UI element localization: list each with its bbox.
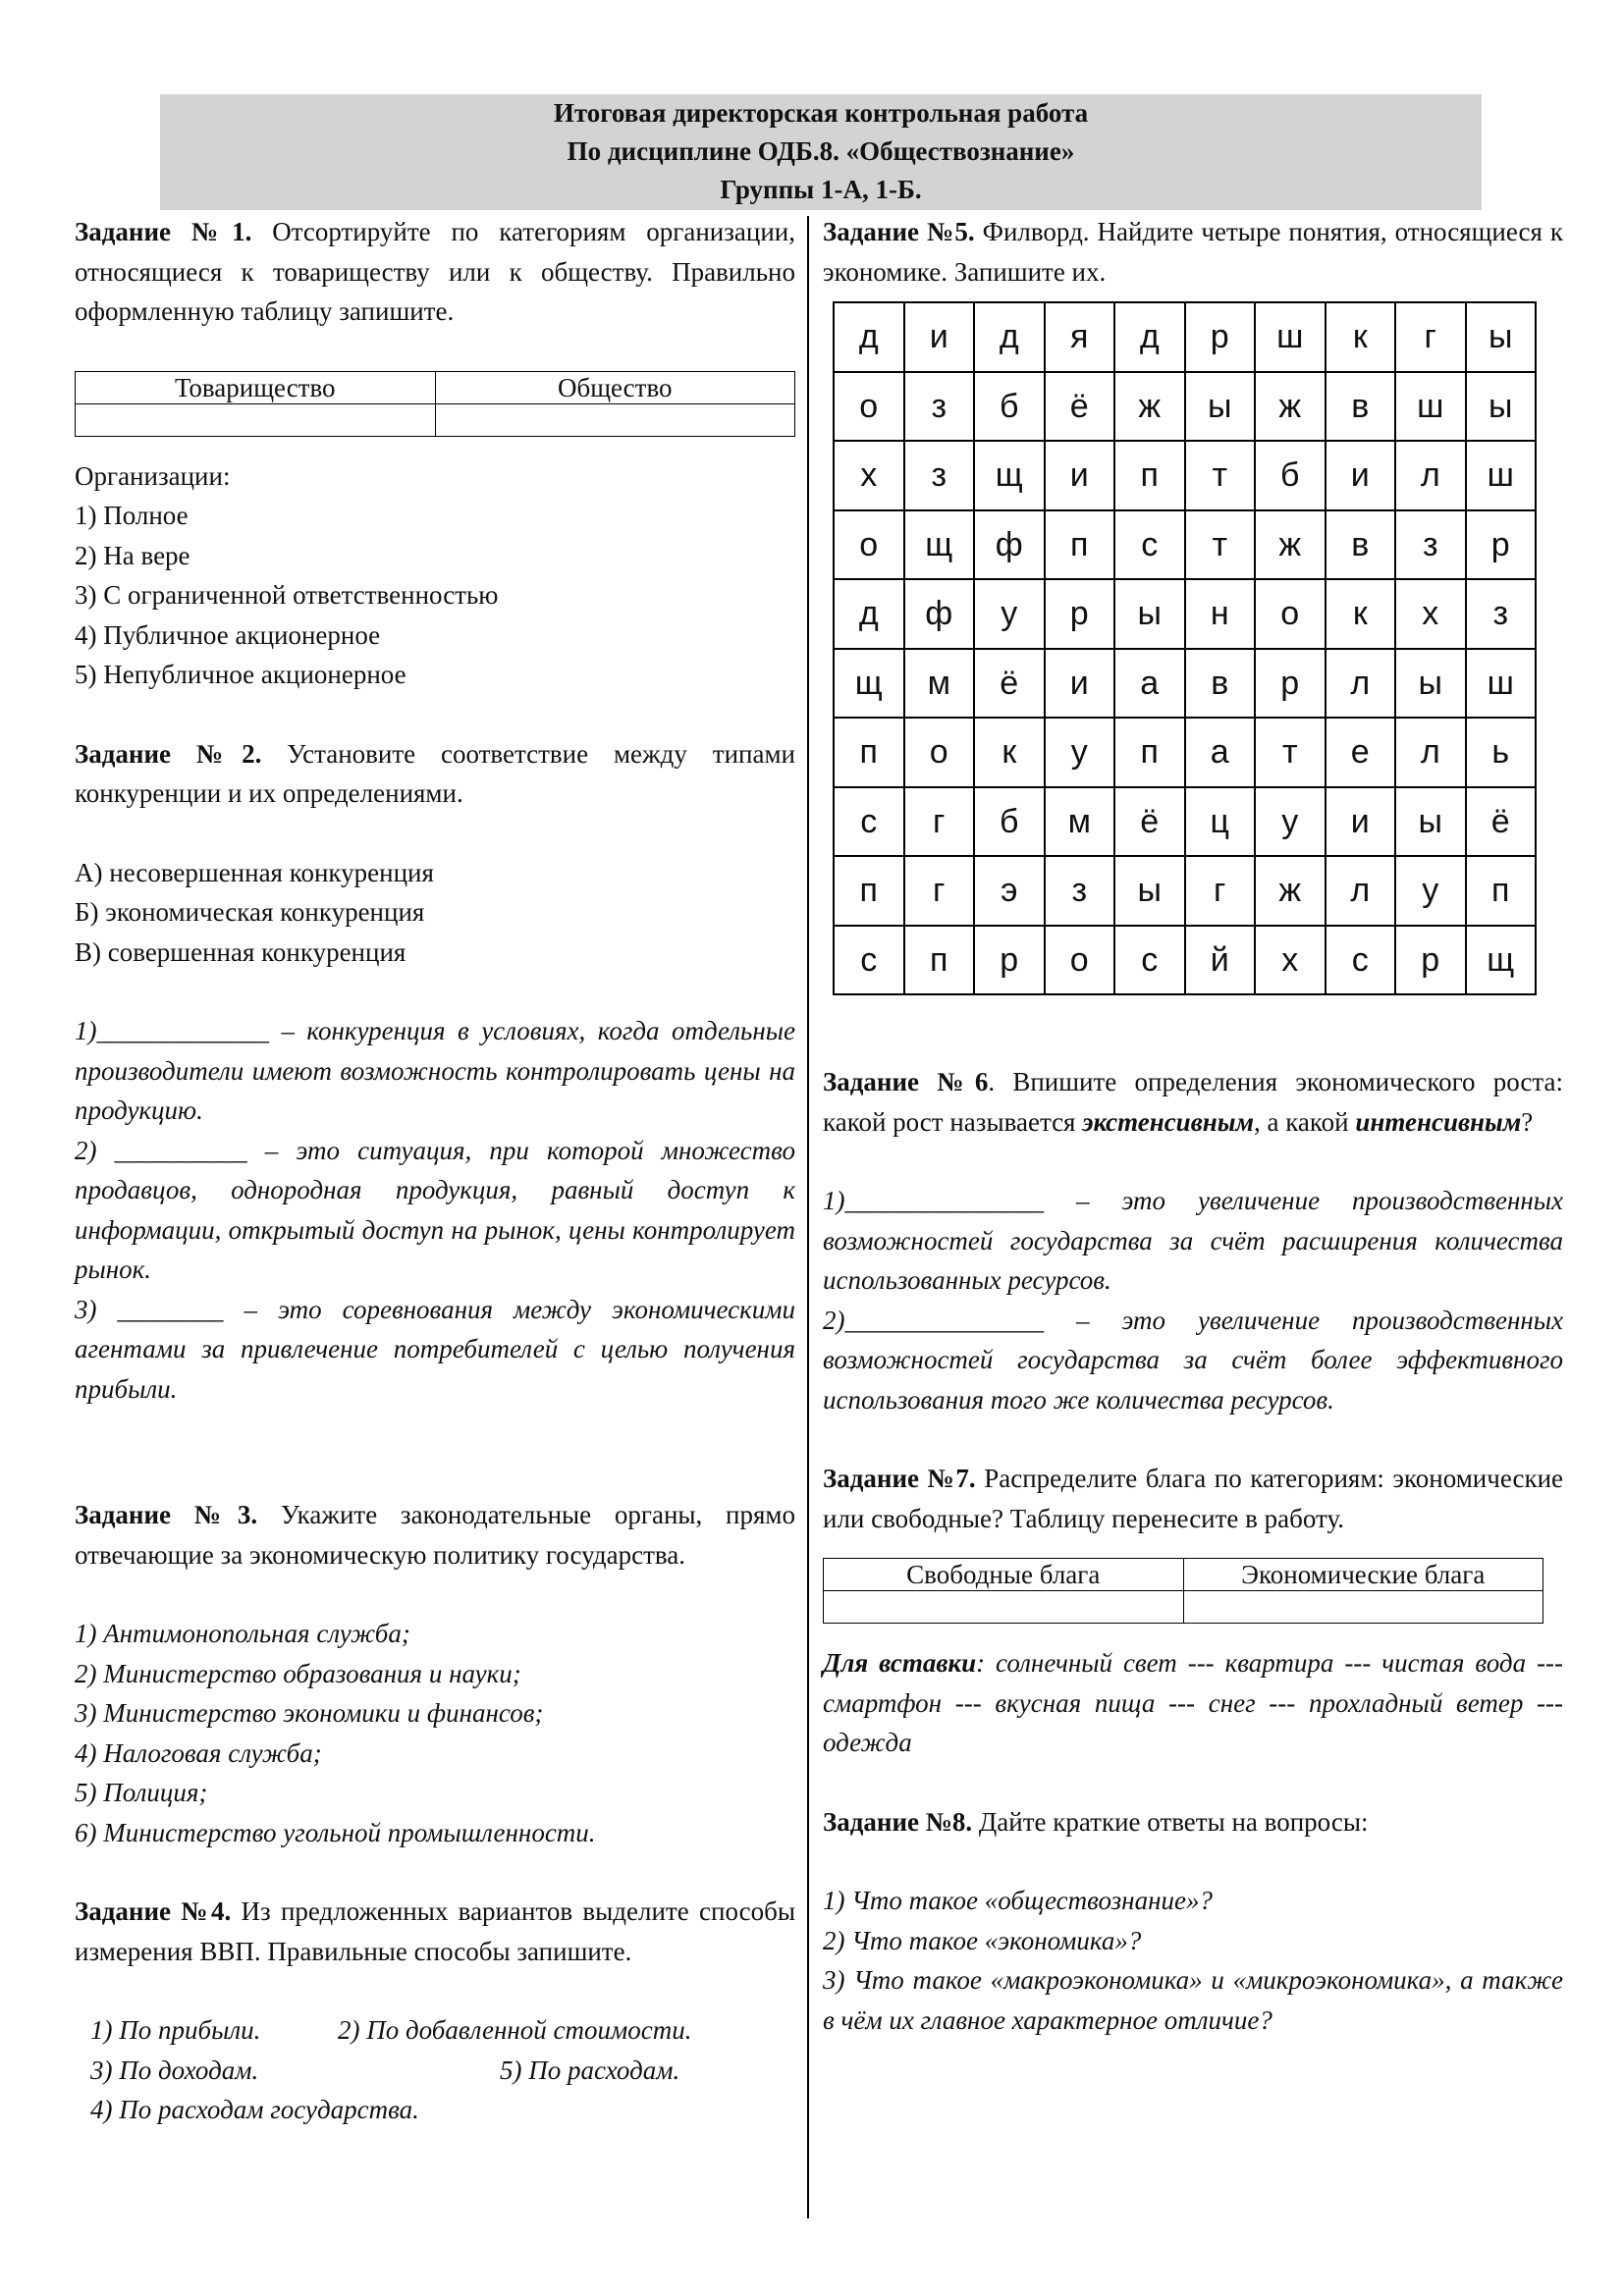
- task-4-prompt: [75, 1892, 795, 1971]
- grid-row: [834, 787, 1536, 857]
- grid-cell: к: [974, 718, 1045, 787]
- grid-cell: ш: [1255, 302, 1326, 372]
- list-item: 4) Публичное акционерное: [75, 619, 381, 650]
- grid-cell: о: [834, 372, 904, 442]
- grid-cell: о: [904, 718, 975, 787]
- task-3-prompt: [75, 1495, 795, 1575]
- definition-item: 3) ________ – это соревнования между экономическими агентами за привлечение потребителей с целью получения прибыли.: [75, 1294, 795, 1404]
- task-1-table: [75, 371, 795, 437]
- grid-cell: в: [1185, 649, 1256, 719]
- task-4-options: [75, 2010, 795, 2130]
- grid-cell: ё: [1466, 787, 1537, 857]
- grid-cell: с: [1114, 510, 1185, 580]
- grid-cell: с: [834, 787, 904, 857]
- list-item: 1) Антимонопольная служба;: [75, 1619, 410, 1648]
- task-3: [75, 1495, 795, 1852]
- definition-item: 1)_______________ – это увеличение производственных возможностей государства за счёт расширения количества использованных ресурсов.: [823, 1186, 1563, 1295]
- term-extensive: экстенсивным: [1082, 1106, 1254, 1137]
- grid-cell: ф: [974, 510, 1045, 580]
- grid-cell: ж: [1255, 856, 1326, 926]
- task-2: [75, 734, 795, 1410]
- grid-cell: щ: [904, 510, 975, 580]
- grid-cell: г: [904, 787, 975, 857]
- task-7-table: [823, 1558, 1543, 1624]
- header-groups: Группы 1-А, 1-Б.: [720, 175, 922, 204]
- task-2-title: Задание №2.: [75, 738, 262, 769]
- grid-row: [834, 579, 1536, 649]
- grid-cell: ц: [1185, 787, 1256, 857]
- grid-cell: р: [1255, 649, 1326, 719]
- task-6-title: Задание №6: [823, 1067, 989, 1096]
- task-3-text: Укажите законодательные органы, прямо отвечающие за экономическую политику государства.: [75, 1500, 795, 1570]
- grid-cell: х: [1255, 926, 1326, 995]
- grid-cell: й: [1185, 926, 1256, 995]
- list-item: 2) Министерство образования и науки;: [75, 1658, 521, 1688]
- grid-cell: д: [1114, 302, 1185, 372]
- grid-row: [834, 302, 1536, 372]
- grid-cell: л: [1395, 718, 1466, 787]
- grid-cell: я: [1045, 302, 1115, 372]
- grid-cell: з: [1466, 579, 1537, 649]
- insert-text: : солнечный свет --- квартира --- чистая вода --- смартфон --- вкусная пища --- снег --- прохладный ветер --- одежда: [823, 1648, 1563, 1757]
- grid-cell: л: [1395, 441, 1466, 510]
- list-item: 3) С ограниченной ответственностью: [75, 580, 499, 610]
- task-8-prompt: [823, 1802, 1563, 1842]
- grid-cell: р: [1466, 510, 1537, 580]
- grid-cell: л: [1326, 649, 1396, 719]
- grid-cell: р: [1395, 926, 1466, 995]
- table-header-free-goods: Свободные блага: [824, 1559, 1184, 1591]
- question-item: 3) Что такое «макроэкономика» и «микроэкономика», а также в чём их главное характерное отличие?: [823, 1965, 1563, 2035]
- grid-cell: п: [834, 718, 904, 787]
- grid-cell: щ: [834, 649, 904, 719]
- grid-row: [834, 856, 1536, 926]
- grid-cell: х: [834, 441, 904, 510]
- task-2-text: Установите соответствие между типами конкуренции и их определениями.: [75, 738, 795, 808]
- grid-cell: ё: [974, 649, 1045, 719]
- task-8-text: Дайте краткие ответы на вопросы:: [972, 1806, 1369, 1837]
- grid-cell: р: [974, 926, 1045, 995]
- table-header-partnership: Товарищество: [76, 371, 436, 403]
- grid-cell: г: [1395, 302, 1466, 372]
- grid-cell: в: [1326, 372, 1396, 442]
- task-6-prompt: [823, 1062, 1563, 1142]
- table-header-economic-goods: Экономические блага: [1183, 1559, 1543, 1591]
- grid-cell: у: [1395, 856, 1466, 926]
- grid-cell: щ: [1466, 926, 1537, 995]
- task-1-list-title: Организации:: [75, 460, 231, 491]
- grid-cell: а: [1114, 649, 1185, 719]
- list-item: 3) Министерство экономики и финансов;: [75, 1698, 544, 1728]
- grid-cell: д: [834, 302, 904, 372]
- grid-cell: т: [1185, 510, 1256, 580]
- grid-cell: п: [1045, 510, 1115, 580]
- grid-cell: п: [1114, 718, 1185, 787]
- right-column: [823, 212, 1563, 2040]
- grid-cell: и: [1045, 441, 1115, 510]
- insert-label: Для вставки: [823, 1648, 977, 1678]
- grid-cell: п: [1466, 856, 1537, 926]
- table-cell-empty: [76, 403, 436, 436]
- grid-cell: у: [1045, 718, 1115, 787]
- task-7-insert: [823, 1643, 1563, 1763]
- header-title: Итоговая директорская контрольная работа: [553, 98, 1089, 128]
- grid-cell: о: [834, 510, 904, 580]
- grid-cell: г: [904, 856, 975, 926]
- grid-cell: ы: [1114, 579, 1185, 649]
- grid-cell: ё: [1114, 787, 1185, 857]
- grid-cell: д: [974, 302, 1045, 372]
- question-item: 2) Что такое «экономика»?: [823, 1925, 1142, 1955]
- task-6-text: , а какой: [1253, 1106, 1356, 1137]
- list-item: 5) Непубличное акционерное: [75, 660, 406, 689]
- grid-cell: п: [834, 856, 904, 926]
- grid-cell: ы: [1395, 649, 1466, 719]
- grid-row: [834, 718, 1536, 787]
- grid-cell: н: [1185, 579, 1256, 649]
- grid-row: [834, 510, 1536, 580]
- grid-cell: п: [904, 926, 975, 995]
- list-item: 2) На вере: [75, 540, 190, 570]
- grid-cell: э: [974, 856, 1045, 926]
- grid-cell: л: [1326, 856, 1396, 926]
- task-5-text: Филворд. Найдите четыре понятия, относящиеся к экономике. Запишите их.: [823, 217, 1563, 287]
- task-1-text: Отсортируйте по категориям организации, относящиеся к товариществу или к обществу. Правильно оформленную таблицу запишите.: [75, 217, 795, 326]
- grid-cell: б: [1255, 441, 1326, 510]
- list-item: 4) Налоговая служба;: [75, 1737, 322, 1768]
- grid-cell: е: [1326, 718, 1396, 787]
- list-item: 1) Полное: [75, 501, 189, 530]
- task-1-prompt: [75, 212, 795, 332]
- grid-cell: ж: [1255, 510, 1326, 580]
- definition-item: 2) __________ – это ситуация, при которой множество продавцов, однородная продукция, равный доступ к информации, открытый доступ на рынок, цены контролирует рынок.: [75, 1135, 795, 1284]
- grid-cell: к: [1326, 579, 1396, 649]
- task-5: [823, 212, 1563, 995]
- table-cell-empty: [824, 1591, 1184, 1624]
- task-1: [75, 212, 795, 695]
- task-6: [823, 1062, 1563, 1419]
- grid-cell: ё: [1045, 372, 1115, 442]
- grid-row: [834, 441, 1536, 510]
- task-7: [823, 1459, 1563, 1763]
- grid-cell: з: [1045, 856, 1115, 926]
- grid-cell: з: [904, 441, 975, 510]
- grid-cell: т: [1255, 718, 1326, 787]
- definition-item: 2)_______________ – это увеличение производственных возможностей государства за счёт более эффективного использования того же количества ресурсов.: [823, 1305, 1563, 1415]
- grid-cell: ф: [904, 579, 975, 649]
- task-5-title: Задание №5.: [823, 217, 975, 246]
- option-item: 2) По добавленной стоимости.: [338, 2015, 692, 2045]
- grid-cell: ы: [1466, 302, 1537, 372]
- left-column: [75, 212, 795, 2130]
- list-item: 6) Министерство угольной промышленности.: [75, 1817, 596, 1847]
- definition-item: 1)_____________ – конкуренция в условиях, когда отдельные производители имеют возможность контролировать цены на продукцию.: [75, 1016, 795, 1125]
- task-7-text: Распределите блага по категориям: экономические или свободные? Таблицу перенесите в работу.: [823, 1464, 1564, 1533]
- grid-cell: ы: [1395, 787, 1466, 857]
- task-5-prompt: [823, 212, 1563, 292]
- grid-cell: м: [904, 649, 975, 719]
- grid-cell: к: [1326, 302, 1396, 372]
- table-cell-empty: [1183, 1591, 1543, 1624]
- header-discipline: По дисциплине ОДБ.8. «Обществознание»: [567, 136, 1075, 166]
- option-item: А) несовершенная конкуренция: [75, 857, 434, 887]
- task-3-title: Задание №3.: [75, 1500, 258, 1529]
- option-item: В) совершенная конкуренция: [75, 936, 406, 967]
- grid-cell: с: [834, 926, 904, 995]
- grid-cell: ы: [1114, 856, 1185, 926]
- option-item: Б) экономическая конкуренция: [75, 897, 425, 927]
- task-2-prompt: [75, 734, 795, 814]
- grid-cell: у: [974, 579, 1045, 649]
- grid-cell: з: [904, 372, 975, 442]
- grid-row: [834, 926, 1536, 995]
- grid-cell: п: [1114, 441, 1185, 510]
- grid-cell: р: [1045, 579, 1115, 649]
- task-1-title: Задание №1.: [75, 217, 252, 246]
- grid-cell: о: [1255, 579, 1326, 649]
- task-6-text: ?: [1521, 1106, 1534, 1137]
- table-header-company: Общество: [435, 371, 795, 403]
- task-4-title: Задание №4.: [75, 1896, 232, 1926]
- grid-cell: т: [1185, 441, 1256, 510]
- table-cell-empty: [435, 403, 795, 436]
- option-item: 4) По расходам государства.: [90, 2095, 419, 2124]
- grid-cell: у: [1255, 787, 1326, 857]
- grid-cell: и: [1326, 787, 1396, 857]
- grid-cell: х: [1395, 579, 1466, 649]
- task-7-prompt: [823, 1459, 1563, 1538]
- grid-row: [834, 372, 1536, 442]
- task-8: [823, 1802, 1563, 2041]
- grid-cell: ж: [1255, 372, 1326, 442]
- grid-cell: и: [1045, 649, 1115, 719]
- task-6-text: . Впишите определения экономического роста: какой рост называется: [823, 1067, 1563, 1137]
- option-item: 1) По прибыли.: [90, 2015, 261, 2045]
- document-header: [160, 94, 1482, 210]
- question-item: 1) Что такое «обществознание»?: [823, 1886, 1213, 1915]
- grid-cell: о: [1045, 926, 1115, 995]
- grid-cell: д: [834, 579, 904, 649]
- grid-cell: р: [1185, 302, 1256, 372]
- grid-cell: з: [1395, 510, 1466, 580]
- task-4: [75, 1892, 795, 2130]
- grid-cell: ш: [1395, 372, 1466, 442]
- grid-cell: г: [1185, 856, 1256, 926]
- grid-cell: ш: [1466, 441, 1537, 510]
- grid-cell: и: [1326, 441, 1396, 510]
- grid-cell: ы: [1466, 372, 1537, 442]
- grid-cell: б: [974, 372, 1045, 442]
- fillword-grid: [833, 301, 1537, 995]
- term-intensive: интенсивным: [1355, 1106, 1522, 1137]
- option-item: 3) По доходам.: [90, 2055, 259, 2085]
- grid-cell: ь: [1466, 718, 1537, 787]
- grid-cell: щ: [974, 441, 1045, 510]
- list-item: 5) Полиция;: [75, 1778, 208, 1807]
- grid-cell: с: [1114, 926, 1185, 995]
- option-item: 5) По расходам.: [500, 2055, 680, 2085]
- grid-cell: м: [1045, 787, 1115, 857]
- grid-cell: ы: [1185, 372, 1256, 442]
- grid-cell: б: [974, 787, 1045, 857]
- grid-row: [834, 649, 1536, 719]
- task-7-title: Задание №7.: [823, 1464, 976, 1493]
- grid-cell: ш: [1466, 649, 1537, 719]
- grid-cell: и: [904, 302, 975, 372]
- grid-cell: ж: [1114, 372, 1185, 442]
- grid-cell: с: [1326, 926, 1396, 995]
- task-4-text: Из предложенных вариантов выделите способы измерения ВВП. Правильные способы запишите.: [75, 1896, 795, 1966]
- column-divider: [807, 216, 809, 2218]
- task-8-title: Задание №8.: [823, 1806, 973, 1837]
- grid-cell: в: [1326, 510, 1396, 580]
- grid-cell: а: [1185, 718, 1256, 787]
